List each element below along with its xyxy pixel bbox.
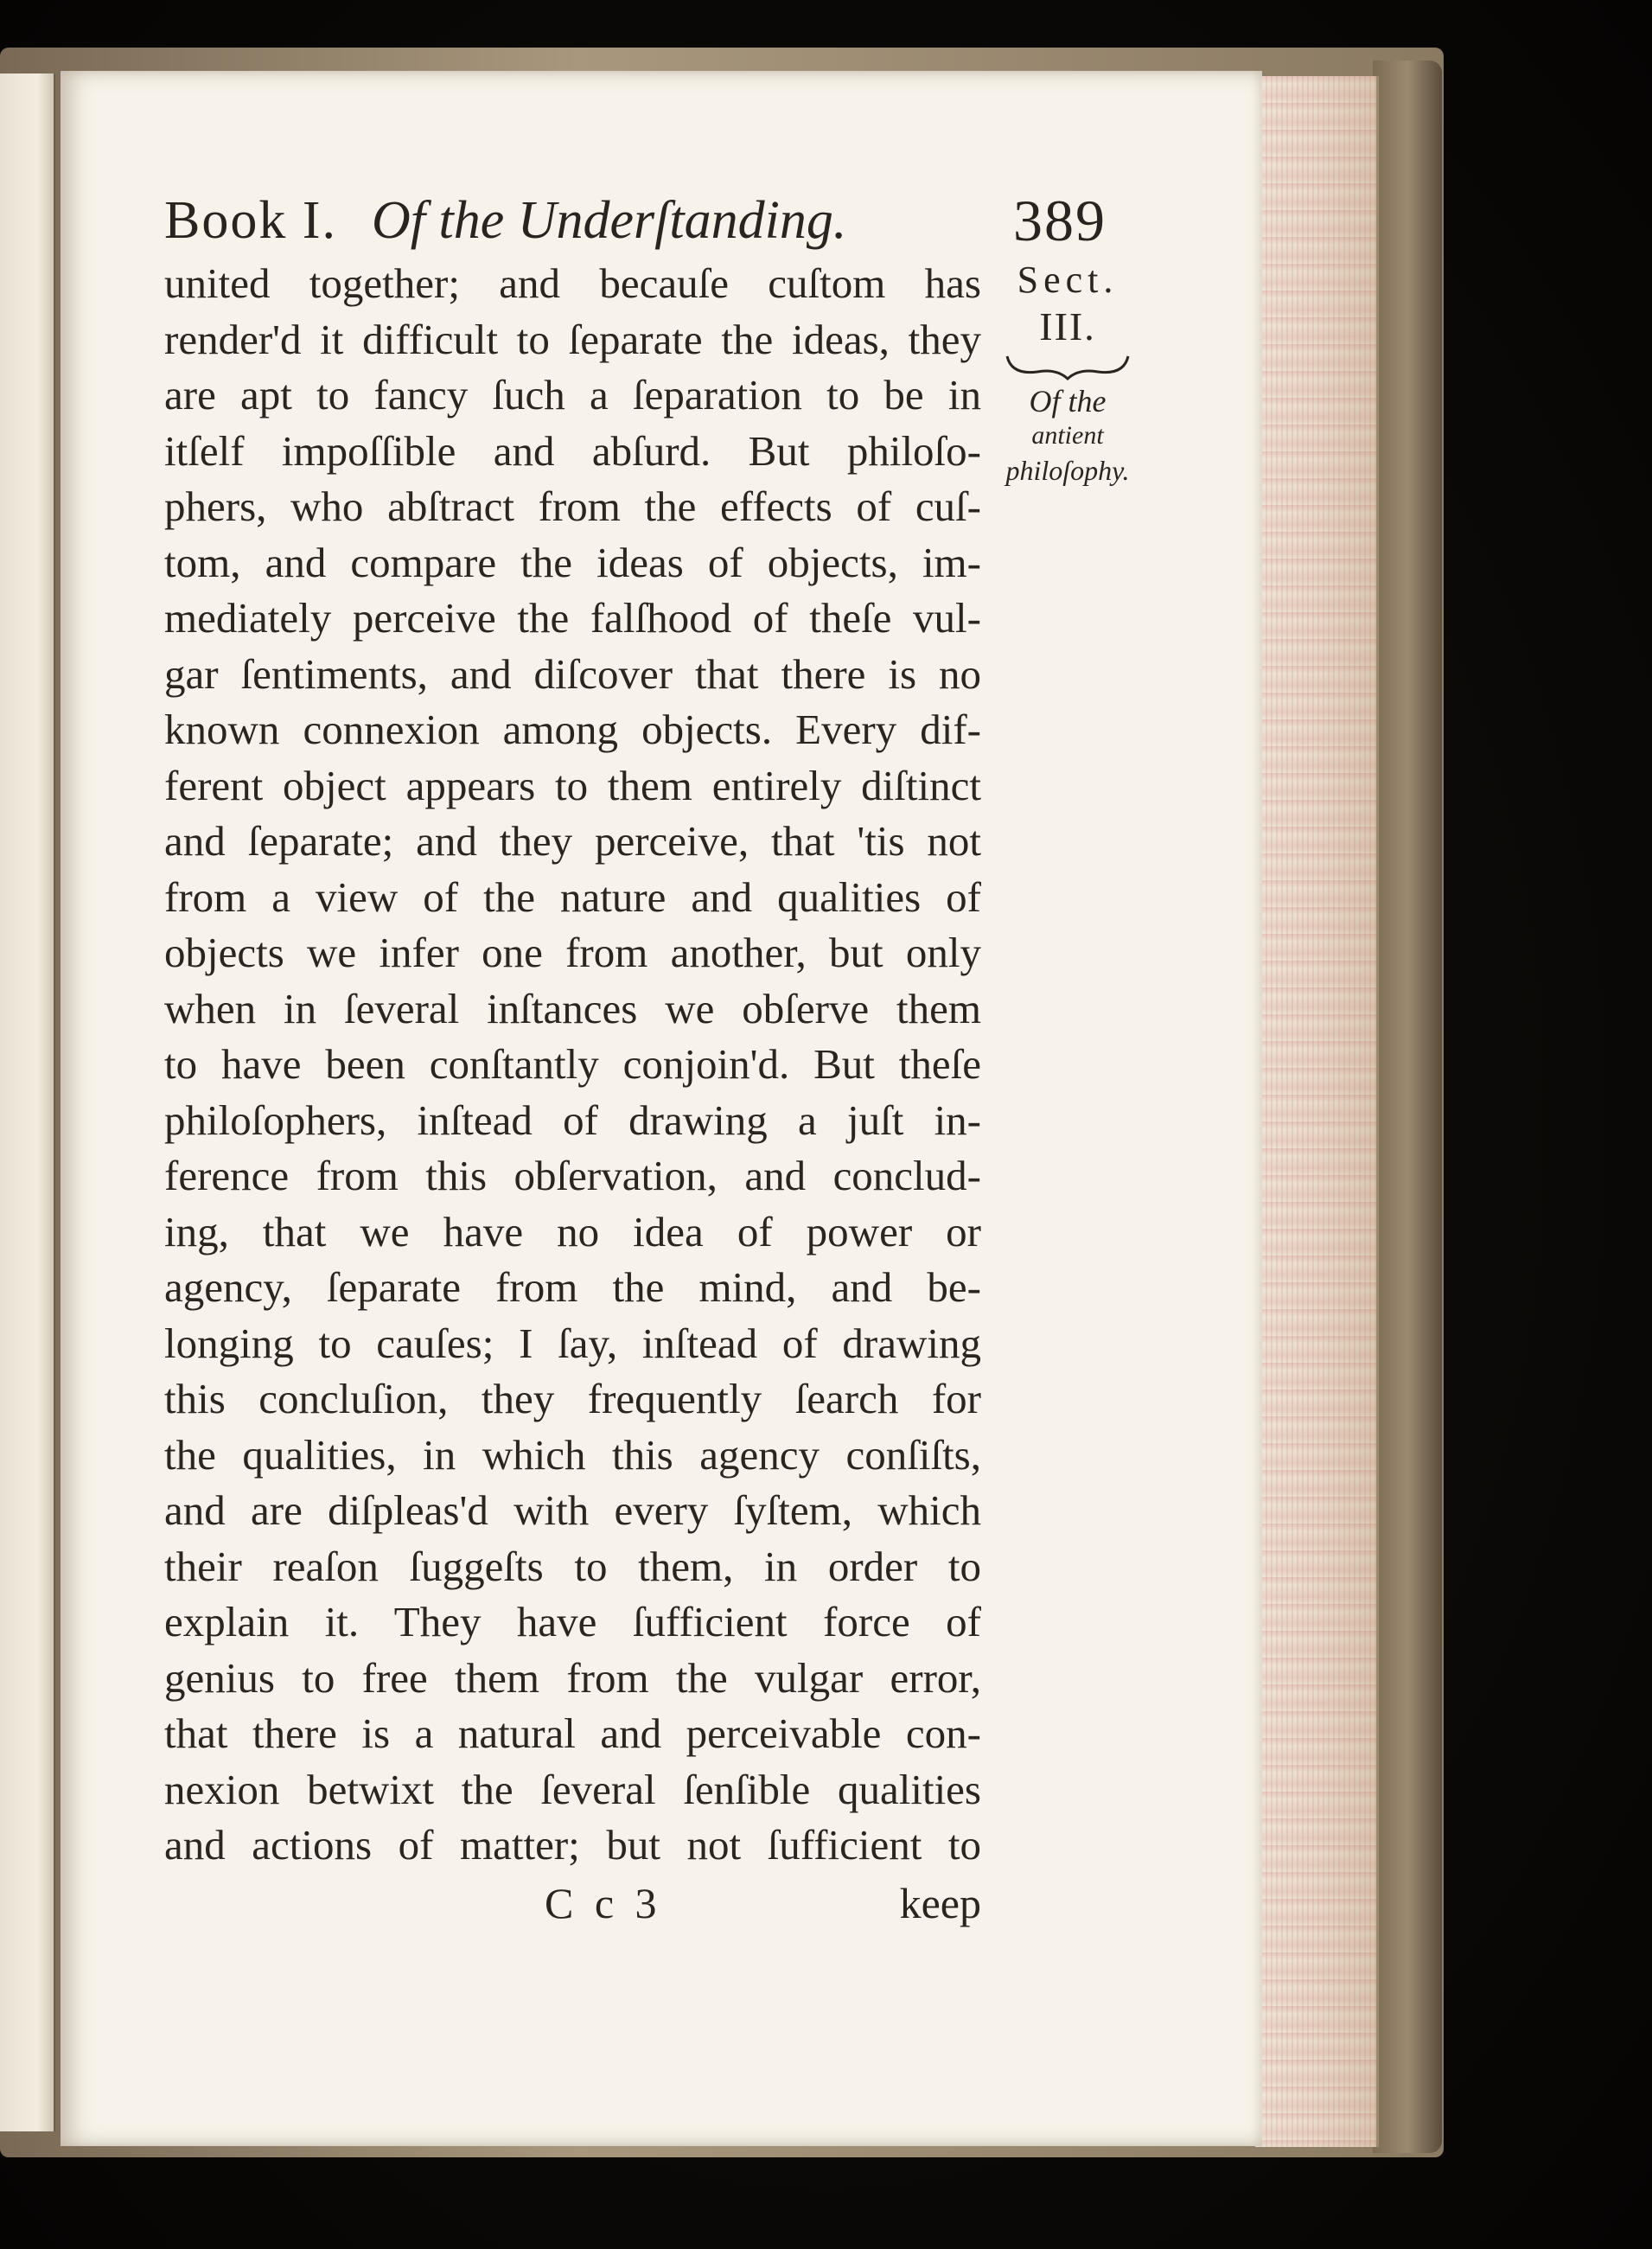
text-line: united together; and becauſe cuſtom has [164,259,981,307]
text-line: this concluſion, they frequently ſearch for [164,1375,981,1422]
body-text [164,256,981,1874]
text-line: ferent object appears to them entirely diſtinct [164,761,981,809]
text-line: longing to cauſes; I ſay, inſtead of drawing [164,1319,981,1367]
text-line: known connexion among objects. Every dif- [164,706,981,753]
text-line: tom, and compare the ideas of objects, im- [164,538,981,586]
text-line: and actions of matter; but not ſufficient to [164,1821,981,1869]
text-line: when in ſeveral inſtances we obſerve them [164,984,981,1032]
margin-note-section-number: III. [1039,304,1096,348]
text-line: gar ſentiments, and diſcover that there is no [164,649,981,698]
margin-note [985,256,1150,488]
running-head-title: Of the Underſtanding. [372,191,847,250]
left-page-edge [0,73,55,2131]
text-line: that there is a natural and perceivable con- [164,1709,981,1757]
margin-note-line: Of the [1029,384,1107,418]
text-line: philoſophers, inſtead of drawing a juſt in- [164,1096,981,1144]
text-line: agency, ſeparate from the mind, and be- [164,1263,981,1311]
text-line: nexion betwixt the ſeveral ſenſible qualities [164,1765,981,1813]
text-line: explain it. They have ſufficient force of [164,1598,981,1645]
margin-note-line: antient [1031,421,1104,450]
text-line: are apt to fancy ſuch a ſeparation to be in [164,371,981,418]
running-head-book: Book I. [164,191,337,250]
page-footer [164,1875,981,1932]
running-head [164,183,1107,258]
signature-mark: C c 3 [545,1879,662,1927]
text-line: objects we infer one from another, but only [164,929,981,976]
text-line: from a view of the nature and qualities of [164,872,981,921]
text-line: ing, that we have no idea of power or [164,1207,981,1255]
text-line: itſelf impoſſible and abſurd. But philoſo- [164,426,981,475]
margin-note-line: philoſophy. [1005,455,1130,486]
catchword: keep [899,1879,981,1927]
text-line: mediately perceive the falſhood of theſe vul- [164,594,981,642]
text-line: their reaſon ſuggeſts to them, in order to [164,1542,981,1590]
text-line: ference from this obſervation, and conclud- [164,1152,981,1199]
text-line: genius to free them from the vulgar error, [164,1653,981,1702]
page-number: 389 [1013,188,1107,253]
text-line: the qualities, in which this agency conſiſts, [164,1430,981,1479]
text-line: and are diſpleas'd with every ſyſtem, which [164,1486,981,1534]
brace-ornament-icon [1003,349,1132,384]
page-fore-edge [1255,76,1379,2147]
text-line: render'd it difficult to ſeparate the ideas, they [164,315,981,363]
board-edge [1373,61,1442,2153]
margin-note-section: Sect. [1017,259,1119,301]
text-line: and ſeparate; and they perceive, that 'tis not [164,817,981,865]
text-line: phers, who abſtract from the effects of cuſ- [164,482,981,530]
text-line: to have been conſtantly conjoin'd. But theſe [164,1040,981,1088]
